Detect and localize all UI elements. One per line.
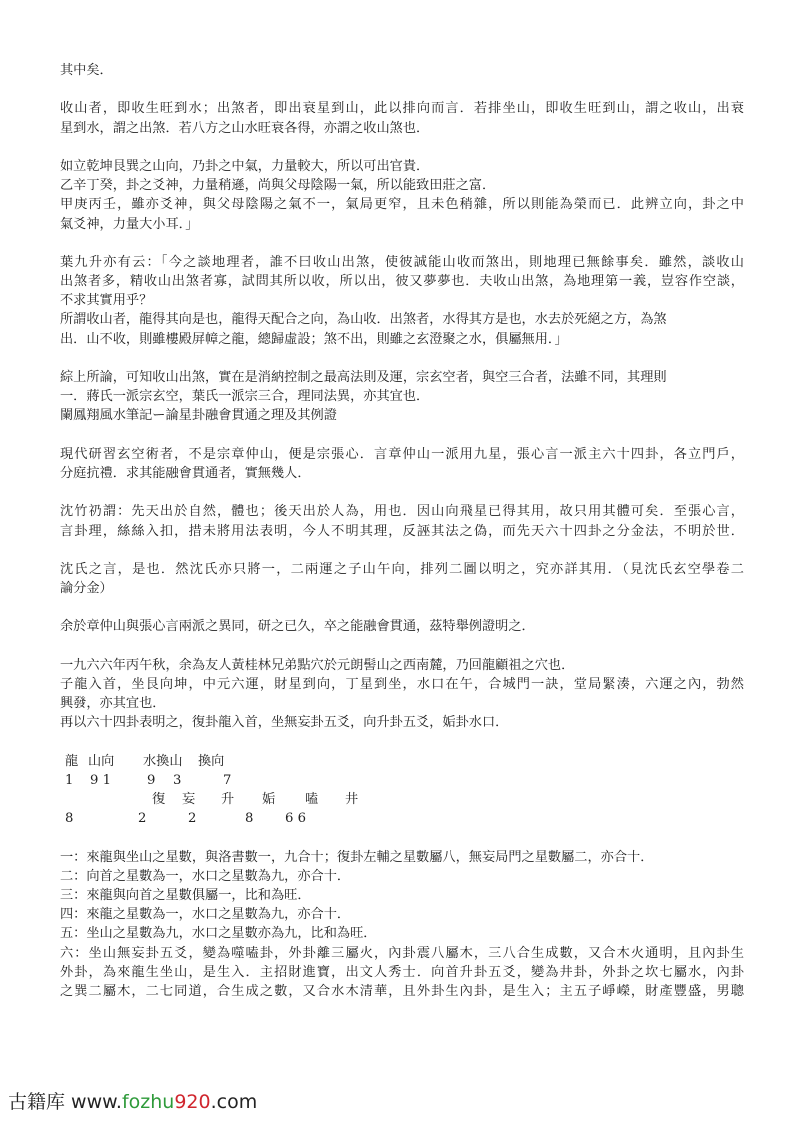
text-line: 收山者，即收生旺到水；出煞者，即出衰星到山，此以排向而言．若排坐山，即收生旺到山，謂之收山，出衰 <box>60 101 744 117</box>
text-line: 言卦理，絲絲入扣，措未將用法表明，今人不明其理，反誣其法之偽，而先天六十四卦之分金法，不明於世． <box>60 523 744 539</box>
table-cell: 井 <box>345 792 359 808</box>
table-header-cell: 山向 <box>88 753 115 769</box>
text-line: 乙辛丁癸，卦之爻神，力量稍遜，尚與父母陰陽一氣，所以能致田莊之富． <box>60 178 496 194</box>
text-line: 論分金） <box>60 581 113 597</box>
table-header-cell: 水換山 <box>143 753 183 769</box>
table-cell: 7 <box>223 772 232 788</box>
table-cell: 2 <box>188 811 197 827</box>
watermark-green: fozhu <box>121 1091 175 1113</box>
text-line: 一．蔣氏一派宗玄空，葉氏一派宗三合，理同法異，亦其宜也． <box>60 389 430 405</box>
text-line: 再以六十四卦表明之，復卦龍入首，坐無妄卦五爻，向升卦五爻，姤卦水口． <box>60 715 509 731</box>
text-line: 外卦，為來龍生坐山，是生入．主招財進寶，出文人秀士．向首升卦五爻，變為井卦，外卦之坎七屬水，內卦 <box>60 964 744 980</box>
table-cell: 8 <box>65 811 74 827</box>
text-line: 出．山不收，則雖樓殿屏幛之龍，總歸虛設；煞不出，則雖之玄澄聚之水，俱屬無用．」 <box>60 331 568 347</box>
paragraph <box>60 502 744 540</box>
table-cell: 升 <box>221 792 235 808</box>
text-line: 一九六六年丙午秋，余為友人黃桂林兄弟點穴於元朗髻山之西南麓，乃回龍顧祖之穴也． <box>60 657 575 673</box>
text-line: 五：坐山之星數為九，水口之星數亦為九，比和為旺． <box>60 926 377 942</box>
text-line: 二：向首之星數為一，水口之星數為九，亦合十． <box>60 868 351 884</box>
text-line: 其中矣． <box>60 63 113 78</box>
paragraph <box>60 617 744 636</box>
table-cell: 姤 <box>262 792 276 808</box>
paragraphs-before-table <box>60 61 744 733</box>
text-line: 綜上所論，可知收山出煞，實在是消納控制之最高法則及運，宗玄空者，與空三合者，法雖不同，其理則 <box>60 370 667 385</box>
text-line: 如立乾坤艮巽之山向，乃卦之中氣，力量較大，所以可出官貴． <box>60 158 430 174</box>
text-line: 葉九升亦有云：「今之談地理者，誰不曰收山出煞，使彼誠能山收而煞出，則地理已無餘事矣．雖然，談收山 <box>60 254 744 270</box>
text-line: 興發，亦其宜也． <box>60 696 166 712</box>
text-line: 六：坐山無妄卦五爻，變為噬嗑卦，外卦離三屬火，內卦震八屬木，三八合生成數，又合木火通明，且內卦生 <box>60 945 744 961</box>
text-line: 余於章仲山與張心言兩派之異同，研之已久，卒之能融會貫通，茲特舉例證明之． <box>60 619 535 635</box>
text-line: 四：來龍之星數為一，水口之星數為九，亦合十． <box>60 907 351 923</box>
table-cell: 1 <box>65 772 74 788</box>
table-cell: 2 <box>138 811 147 827</box>
paragraph <box>60 157 744 234</box>
paragraph <box>60 61 744 80</box>
text-line: 現代研習玄空術者，不是宗章仲山，便是宗張心．言章仲山一派用九星，張心言一派主六十四卦，各立門戶， <box>60 446 744 462</box>
text-line: 不求其實用乎？ <box>60 293 153 309</box>
table-cell: 妄 <box>182 792 196 808</box>
text-line: 一：來龍與坐山之星數，與洛書數一，九合十；復卦左輔之星數屬八，無妄局門之星數屬二，亦合十． <box>60 849 654 865</box>
text-line: 出煞者多，精收山出煞者寡，試問其所以收，所以出，彼又夢夢也．夫收山出煞，為地理第一義，豈容作空談， <box>60 274 744 290</box>
text-line: 之巽二屬木，二七同道，合生成之數，又合水木清華，且外卦生內卦，是生入；主五子崢嶸，財產豐盛，男聰 <box>60 984 744 1000</box>
text-line: 甲庚丙壬，雖亦爻神，與父母陰陽之氣不一，氣局更窄，且未色稍雜，所以則能為榮而已．此辨立向，卦之中 <box>60 197 744 213</box>
paragraphs-after-table <box>60 848 744 1002</box>
text-line: 沈氏之言，是也．然沈氏亦只將一，二兩運之子山午向，排列二圖以明之，究亦詳其用．（見沈氏玄空學卷二 <box>60 561 744 577</box>
text-line: 分庭抗禮．求其能融會貫通者，實無幾人． <box>60 465 311 481</box>
watermark-prefix: 古籍库 www. <box>8 1091 122 1113</box>
paragraph <box>60 99 744 137</box>
paragraph <box>60 560 744 598</box>
paragraph <box>60 253 744 349</box>
table-cell: 6 6 <box>285 811 306 827</box>
table-cell: 8 <box>245 811 254 827</box>
paragraph <box>60 368 744 426</box>
text-line: 三：來龍與向首之星數俱屬一，比和為旺． <box>60 888 311 904</box>
text-line: 闌鳳翔風水筆記ー論星卦融會貫通之理及其例證 <box>60 408 337 424</box>
table-cell: 嗑 <box>305 792 319 808</box>
table-cell: 9 <box>147 772 156 788</box>
paragraph <box>60 656 744 733</box>
watermark-red: 920 <box>174 1091 211 1113</box>
text-line: 星到水，謂之出煞．若八方之山水旺衰各得，亦謂之收山煞也． <box>60 120 430 136</box>
table-header-cell: 換向 <box>198 753 225 769</box>
table-header-cell: 龍 <box>65 753 79 769</box>
text-line: 子龍入首，坐艮向坤，中元六運，財星到向，丁星到坐，水口在午，合城門一訣，堂局緊湊，六運之內，勃然 <box>60 677 744 692</box>
text-line: 所謂收山者，龍得其向是也，龍得天配合之向，為山收．出煞者，水得其方是也，水去於死絕之方，為煞 <box>60 312 667 328</box>
watermark-logo <box>8 1087 257 1114</box>
document-body <box>60 61 744 1001</box>
table-cell: 9 1 <box>90 772 111 788</box>
paragraph <box>60 445 744 483</box>
watermark-suffix: .com <box>210 1091 258 1113</box>
table-cell: 3 <box>173 772 182 788</box>
text-line: 沈竹礽謂：先天出於自然，體也；後天出於人為，用也．因山向飛星已得其用，故只用其體可矣．至張心言， <box>60 504 744 520</box>
table-cell: 復 <box>152 792 166 808</box>
paragraph <box>60 848 744 1002</box>
text-line: 氣爻神，力量大小耳．」 <box>60 216 199 232</box>
star-hexagram-table <box>60 752 744 829</box>
